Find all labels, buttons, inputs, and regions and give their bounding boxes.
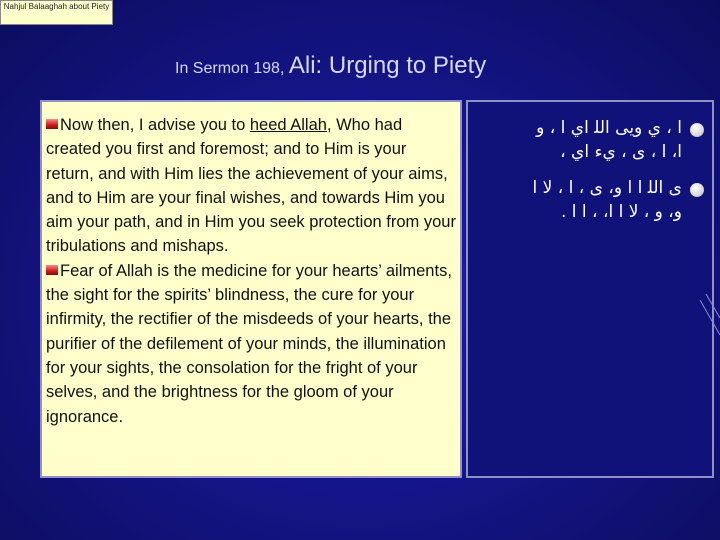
p2-text: Fear of Allah is the medicine for your hearts’ ailments, the sight for the spirits’ blindness, the cure for your infirmity, the rectifier of the misdeeds of your hearts, the purifier of the defilement of your minds, the illumination for your sights, the consolation for the fright of your selves, and the brightness for the gloom of your ignorance. xyxy=(46,261,452,426)
arabic-line-3: ى اﻟﻠ ا ا و، ى ، ا ، ﻻ ا xyxy=(532,178,682,198)
title-prefix: In Sermon 198, xyxy=(175,60,285,77)
p1-after-text: , Who had created you first and foremost; and to Him is your return, and with Him lies the achievement of your aims, and to Him are your final wishes, and towards Him you aim your path, and in Him you seek protection from your tribulations and mishaps. xyxy=(46,116,456,256)
decorative-line xyxy=(700,300,720,335)
title-main: Ali: Urging to Piety xyxy=(288,52,487,79)
slide-tag-label: Nahjul Balaaghah about Piety xyxy=(0,0,113,25)
p1-underlined-text: heed Allah xyxy=(249,116,327,134)
p1-before-text: Now then, I advise you to xyxy=(60,116,250,134)
arabic-line-2: ا، ا ، ى ، يء اي ، xyxy=(560,142,682,162)
arabic-line-1: ا ، ي ويى اﻟﻠ اي ا ، و xyxy=(536,118,682,138)
arabic-line-4: و، و ، ﻻ ا ا، ، ا ا . xyxy=(561,202,682,222)
